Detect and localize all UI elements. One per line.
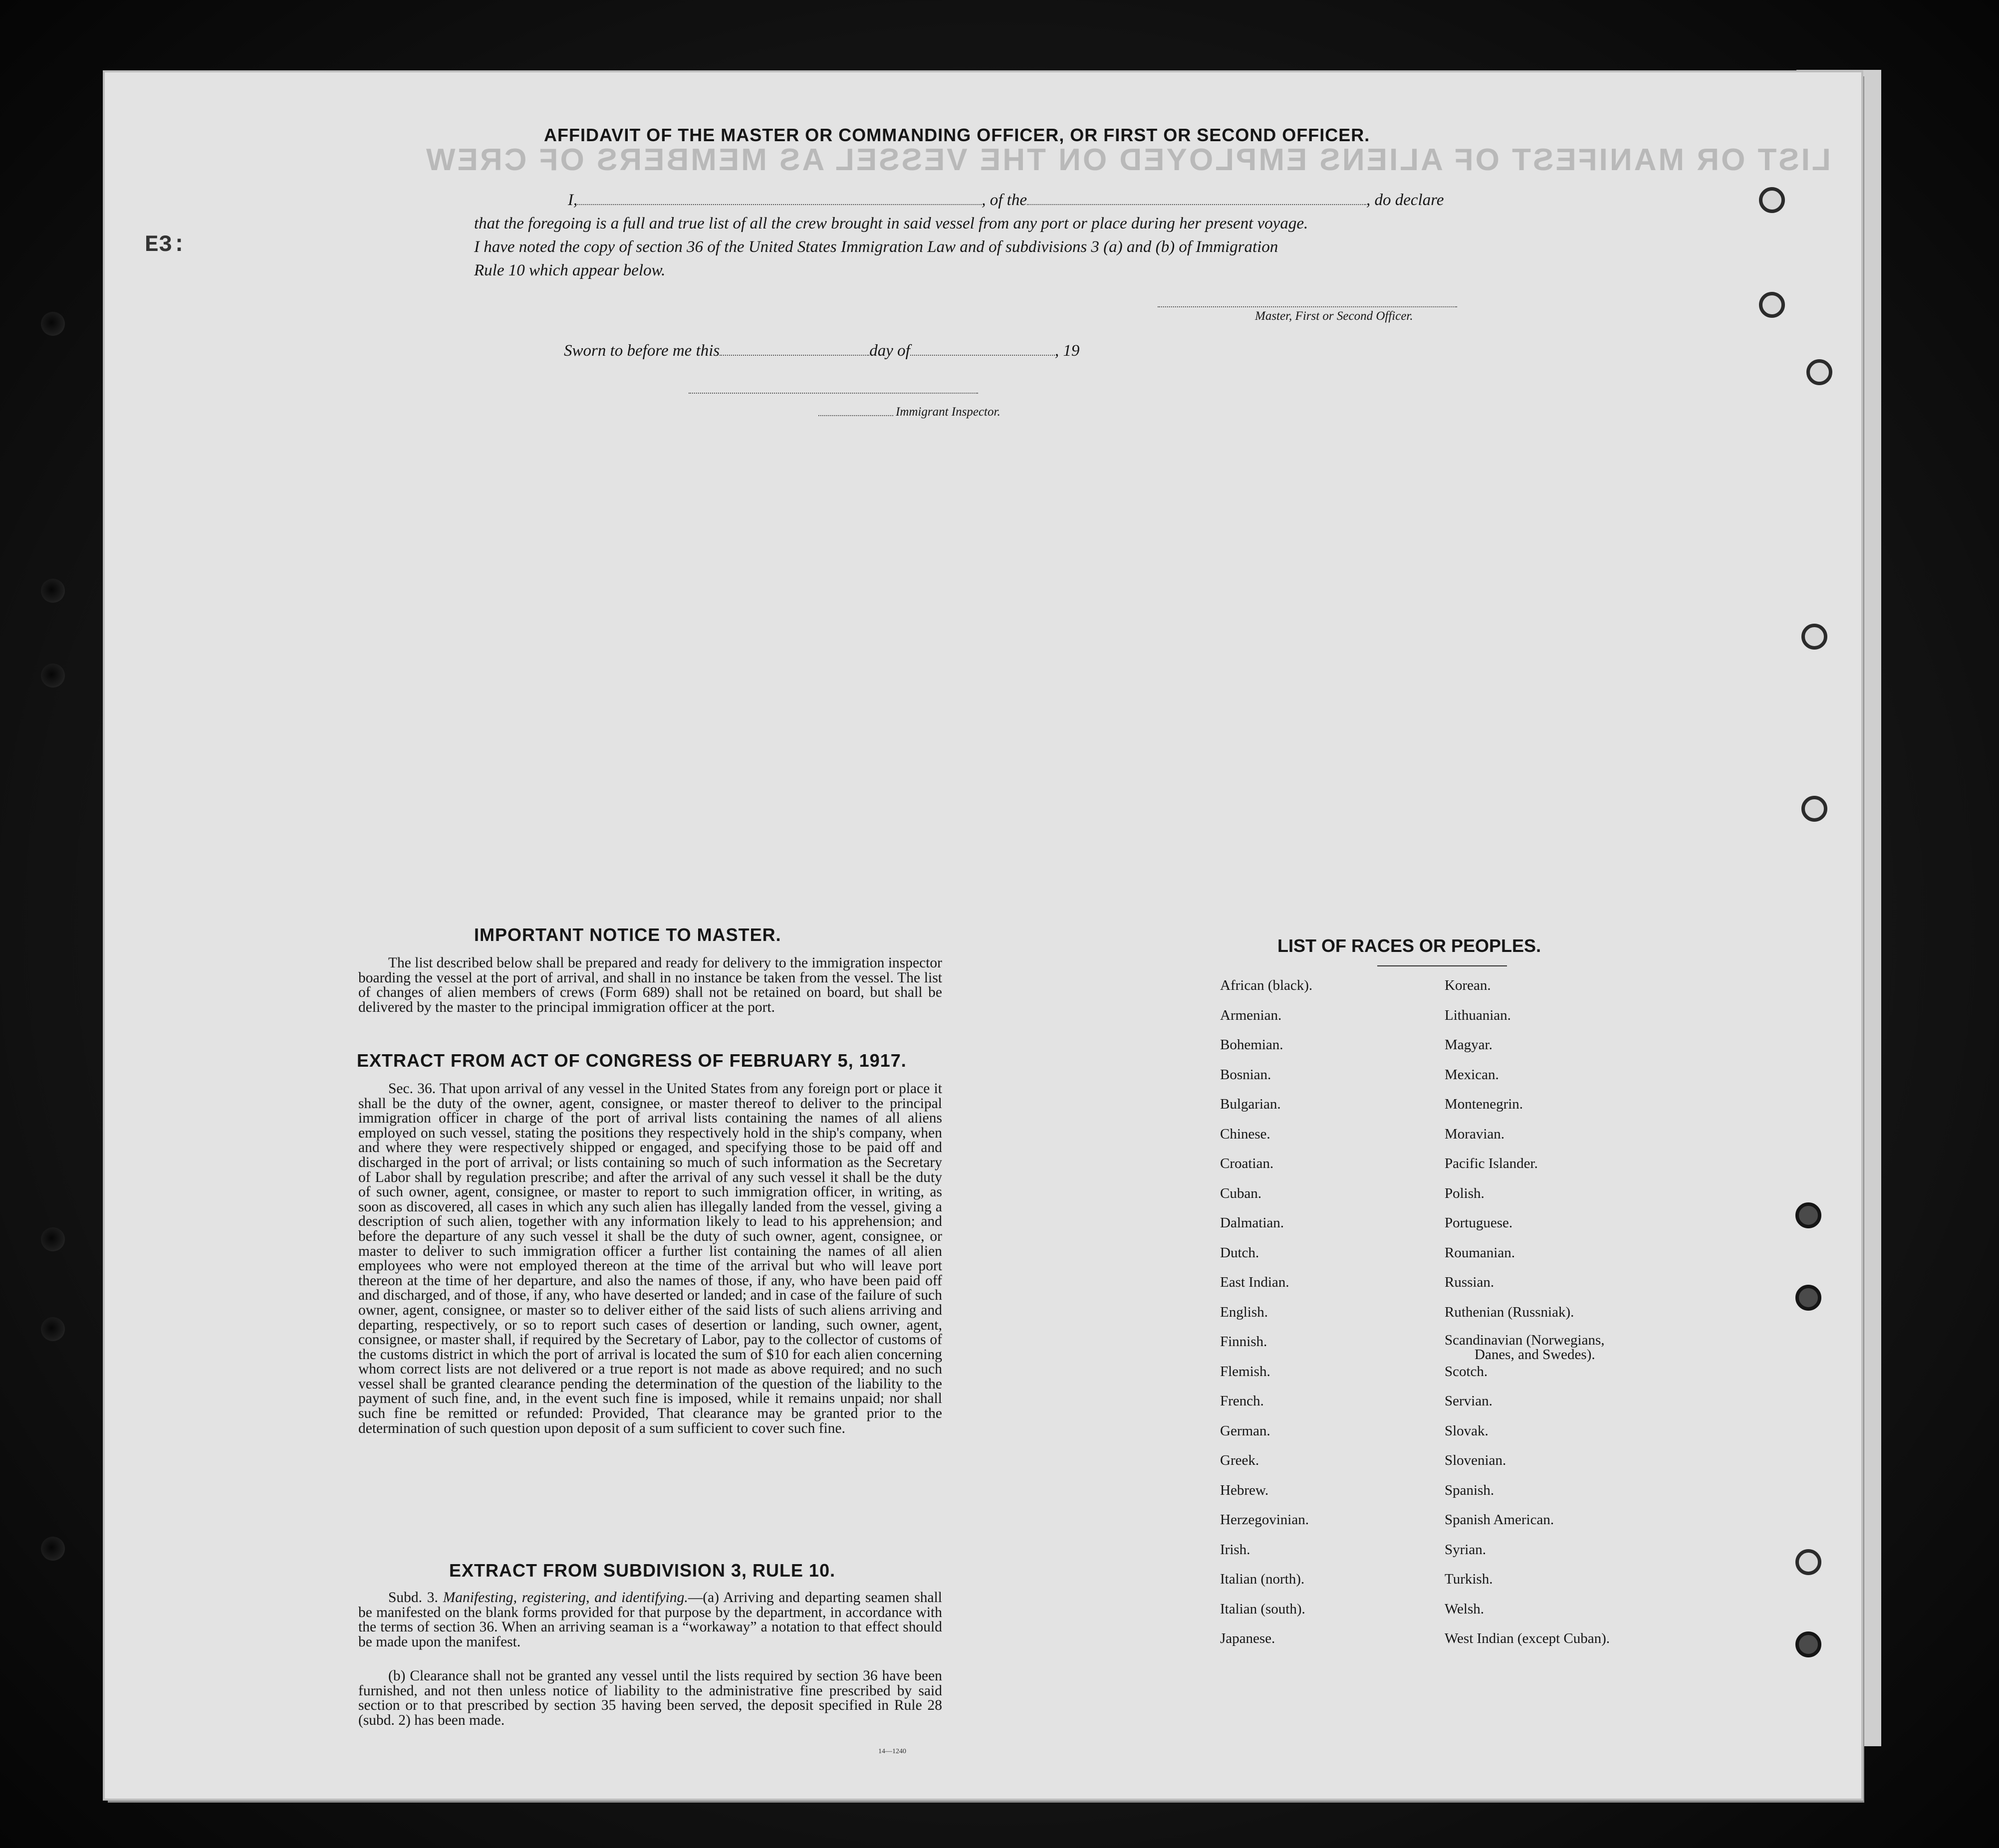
sworn-month-field[interactable] [910, 343, 1055, 356]
race-item: Slovenian. [1445, 1452, 1506, 1468]
form-number: 14—1240 [878, 1748, 906, 1755]
race-item: Spanish American. [1445, 1512, 1554, 1528]
act-extract-text: Sec. 36. That upon arrival of any vessel in the United States from any foreign port or place it shall be the duty of the owner, agent, consignee, or master thereof to deliver to the principal immigration officer in charge of the port of arrival lists containing the names of all aliens employed on such vessel, stating the positions they respectively hold in the ship's company, when and where they were respectively shipped or engaged, and specifying those to be paid off and discharged in the port of arrival; or lists containing so much of such information as the Secretary of Labor shall by regulation prescribe; and after the arrival of any such vessel it shall be the duty of such owner, agent, consignee, or master to report to such immigration officer, in writing, as soon as discovered, all cases in which any such alien has illegally landed from the vessel, giving a description of such alien, together with any information likely to lead to his apprehension; and before the departure of any such vessel it shall be the duty of such owner, agent, consignee, or master to deliver to such immigration officer a further list containing the names of all alien employees who were not employed thereon at the time of the arrival but who will leave port thereon at the time of her departure, and also the names of those, if any, who have been paid off and discharged, and of those, if any, who have deserted or landed; and in case of the failure of such owner, agent, consignee, or master so to deliver either of the said lists of such aliens arriving and departing, respectively, or so to report such cases of desertion or landing, such owner, agent, consignee, or master shall, if required by the Secretary of Labor, pay to the collector of customs of the customs district in which the port of arrival is located the sum of $10 for each alien concerning whom correct lists are not delivered or a true report is not made as above required; and no such vessel shall be granted clearance pending the determination of the question of the liability to the payment of such fine, and, in the event such fine is imposed, while it remains unpaid; nor shall such fine be remitted or refunded: Provided, That clearance may be granted prior to the determination of such question upon deposit of a sum sufficient to cover such fine. [358, 1081, 942, 1436]
master-signature-label: Master, First or Second Officer. [1255, 309, 1413, 323]
race-item: Hebrew. [1220, 1482, 1269, 1498]
race-item: Flemish. [1220, 1363, 1270, 1380]
race-item: African (black). [1220, 977, 1313, 993]
vessel-name-field[interactable] [1027, 192, 1366, 205]
race-item: Slovak. [1445, 1422, 1489, 1439]
sworn-year: , 19 [1054, 342, 1080, 360]
act-extract-title: EXTRACT FROM ACT OF CONGRESS OF FEBRUARY 5, 1917. [357, 1050, 907, 1071]
race-item: Roumanian. [1445, 1244, 1515, 1261]
binder-hole-icon [41, 579, 65, 603]
race-item: Chinese. [1220, 1126, 1270, 1142]
bleed-through-text: LIST OR MANIFEST OF ALIENS EMPLOYED ON THE VESSEL AS MEMBERS OF CREW [424, 143, 1831, 177]
race-item: Servian. [1445, 1393, 1493, 1409]
subd-a-text: —(a) Arriving and departing seamen shall be manifested on the blank forms provided for that purpose by the department, in accordance with the terms of section 36. When an arriving seaman is a “workaway” a notation to that effect should be made upon the manifest. [358, 1590, 942, 1650]
eyelet-icon [1759, 292, 1785, 318]
notice-text: The list described below shall be prepared and ready for delivery to the immigration inspector boarding the vessel at the port of arrival, and shall in no instance be taken from the vessel. The list of changes of alien members of crews (Form 689) shall not be retained on board, but shall be delivered by the master to the principal immigration officer at the port. [358, 955, 942, 1015]
race-item: Moravian. [1445, 1126, 1504, 1142]
inspector-label: Immigrant Inspector. [896, 405, 1000, 419]
binder-hole-icon [41, 312, 65, 336]
race-item: Syrian. [1445, 1541, 1486, 1558]
eyelet-icon [1795, 1631, 1821, 1657]
race-item: Dutch. [1220, 1244, 1259, 1261]
race-item: Portuguese. [1445, 1215, 1513, 1231]
race-item: Japanese. [1220, 1630, 1275, 1646]
eyelet-icon [1806, 359, 1832, 385]
races-right-column [1445, 977, 1610, 1660]
race-item: English. [1220, 1304, 1268, 1320]
binder-hole-icon [41, 664, 65, 688]
eyelet-icon [1801, 624, 1827, 650]
rule-extract-title: EXTRACT FROM SUBDIVISION 3, RULE 10. [449, 1560, 836, 1581]
rule-extract-para-b: (b) Clearance shall not be granted any vessel until the lists required by section 36 have been furnished, and not then unless notice of liability to the administrative fine prescribed by said section or to that prescribed by section 35 having been served, the deposit specified in Rule 28 (subd. 2) has been made. [358, 1668, 942, 1728]
inspector-signature-line[interactable] [689, 392, 978, 394]
eyelet-icon [1795, 1285, 1821, 1311]
race-item: Irish. [1220, 1541, 1250, 1558]
notice-title: IMPORTANT NOTICE TO MASTER. [474, 924, 781, 945]
race-item-continued: Danes, and Swedes). [1475, 1347, 1595, 1363]
races-title: LIST OF RACES OR PEOPLES. [1277, 935, 1541, 956]
rule-extract-para-a [358, 1591, 942, 1649]
race-item: Korean. [1445, 977, 1491, 993]
race-item: Ruthenian (Russniak). [1445, 1304, 1574, 1320]
eyelet-icon [1759, 187, 1785, 213]
race-item: Armenian. [1220, 1007, 1282, 1023]
sworn-prefix: Sworn to before me this [564, 342, 720, 360]
affidavit-title: AFFIDAVIT OF THE MASTER OR COMMANDING OFFICER, OR FIRST OR SECOND OFFICER. [544, 125, 1370, 145]
race-item: Spanish. [1445, 1482, 1495, 1498]
race-item: Turkish. [1445, 1571, 1493, 1587]
sworn-line [564, 339, 1572, 363]
binder-hole-icon [41, 1227, 65, 1251]
affidavit-line-4: Rule 10 which appear below. [474, 261, 666, 279]
subd-italic-heading: Manifesting, registering, and identifying. [443, 1590, 688, 1606]
binder-hole-icon [41, 1317, 65, 1341]
sworn-day-of: day of [869, 342, 910, 360]
race-item: Pacific Islander. [1445, 1155, 1538, 1171]
race-item: Cuban. [1220, 1185, 1261, 1201]
eyelet-icon [1801, 796, 1827, 822]
race-item: Herzegovinian. [1220, 1512, 1309, 1528]
affidavit-of-the: , of the [982, 191, 1027, 209]
race-item: Bosnian. [1220, 1066, 1271, 1083]
affidavit-line-1 [474, 189, 1482, 212]
race-item: Lithuanian. [1445, 1007, 1511, 1023]
race-item: Dalmatian. [1220, 1215, 1284, 1231]
race-item: Polish. [1445, 1185, 1485, 1201]
race-item: Welsh. [1445, 1601, 1485, 1617]
subd-lead: Subd. 3. [388, 1590, 438, 1606]
race-item: Bohemian. [1220, 1037, 1283, 1053]
race-item: Greek. [1220, 1452, 1259, 1468]
affidavit-line-2: that the foregoing is a full and true list of all the crew brought in said vessel from any port or place during her present voyage. [474, 215, 1308, 232]
race-item: Scotch. [1445, 1363, 1488, 1380]
race-item: Italian (north). [1220, 1571, 1305, 1587]
master-signature-line[interactable] [1158, 305, 1457, 307]
race-item: Scandinavian (Norwegians, [1445, 1332, 1605, 1348]
race-item: Russian. [1445, 1274, 1495, 1290]
declarant-name-field[interactable] [577, 192, 982, 205]
race-item: East Indian. [1220, 1274, 1289, 1290]
race-item: Magyar. [1445, 1037, 1493, 1053]
races-left-column [1220, 977, 1312, 1660]
race-item: Italian (south). [1220, 1601, 1305, 1617]
race-item: Montenegrin. [1445, 1096, 1523, 1112]
binder-hole-icon [41, 1537, 65, 1561]
race-item: German. [1220, 1422, 1270, 1439]
race-item: Croatian. [1220, 1155, 1274, 1171]
affidavit-line-3: I have noted the copy of section 36 of the United States Immigration Law and of subdivisions 3 (a) and (b) of Immigration [474, 238, 1278, 256]
race-item: Bulgarian. [1220, 1096, 1281, 1112]
race-item: West Indian (except Cuban). [1445, 1630, 1610, 1646]
race-item: Mexican. [1445, 1066, 1499, 1083]
inspector-name-line[interactable] [818, 414, 893, 416]
sworn-day-field[interactable] [720, 343, 869, 356]
affidavit-i: I, [568, 191, 578, 209]
eyelet-icon [1795, 1202, 1821, 1228]
races-title-rule [1377, 965, 1507, 966]
affidavit-declare: , do declare [1366, 191, 1444, 209]
eyelet-icon [1795, 1549, 1821, 1575]
race-item: Finnish. [1220, 1334, 1267, 1350]
margin-mark: E3: [145, 232, 186, 258]
race-item: French. [1220, 1393, 1264, 1409]
